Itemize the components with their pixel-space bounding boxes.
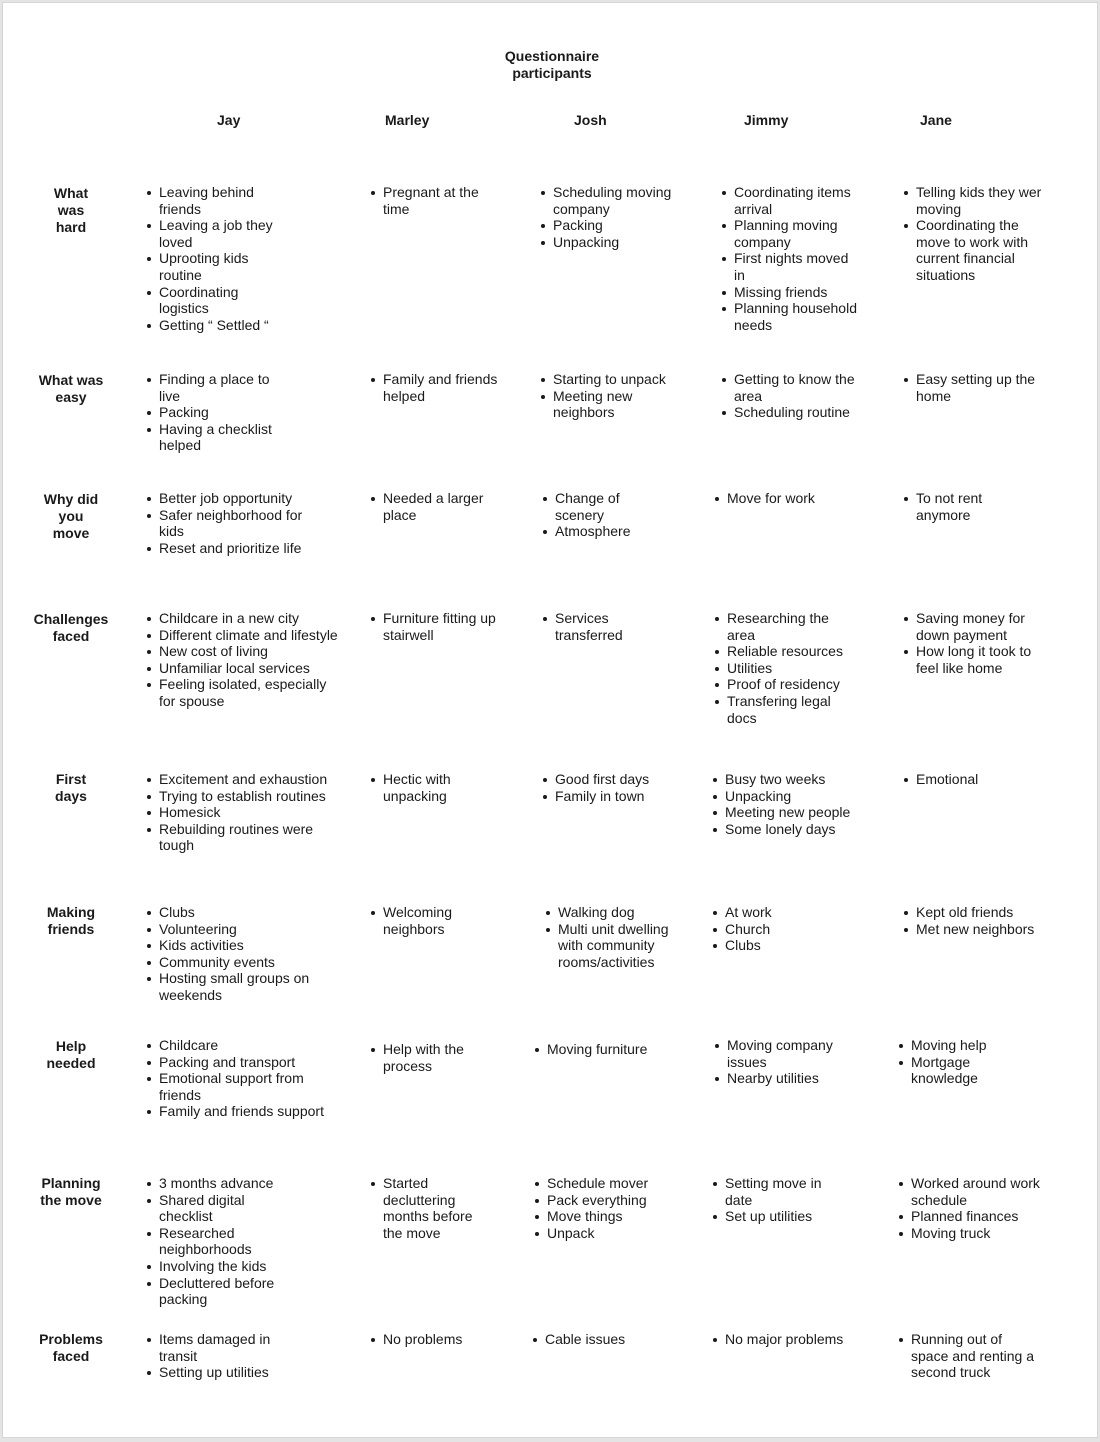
cell-challenges-faced-josh	[537, 610, 655, 643]
cell-help-needed-marley	[365, 1041, 493, 1074]
list-item: Planning moving company	[734, 217, 862, 250]
list-item: Leaving behind friends	[159, 184, 279, 217]
list-item: Coordinating items arrival	[734, 184, 862, 217]
cell-what-was-easy-jay	[141, 371, 279, 454]
list-item: Cable issues	[545, 1331, 665, 1348]
list-item: Welcoming neighbors	[383, 904, 493, 937]
cell-challenges-faced-jane	[898, 610, 1046, 676]
list-item: Moving furniture	[547, 1041, 687, 1058]
list-item: Leaving a job they loved	[159, 217, 279, 250]
list-item: Getting to know the area	[734, 371, 864, 404]
list-item: Started decluttering months before the move	[383, 1175, 493, 1241]
list-item: Safer neighborhood for kids	[159, 507, 319, 540]
list-item: Easy setting up the home	[916, 371, 1051, 404]
cell-why-did-you-move-josh	[537, 490, 655, 540]
column-header-josh: Josh	[574, 112, 607, 128]
list-item: First nights moved in	[734, 250, 862, 283]
cell-first-days-jay	[141, 771, 334, 854]
list-item: Family and friends helped	[383, 371, 513, 404]
list-item: Packing and transport	[159, 1054, 334, 1071]
list-item: Pack everything	[547, 1192, 687, 1209]
list-item: Volunteering	[159, 921, 334, 938]
list-item: Family in town	[555, 788, 685, 805]
list-item: Moving company issues	[727, 1037, 855, 1070]
list-item: Move things	[547, 1208, 687, 1225]
list-item: Setting up utilities	[159, 1364, 284, 1381]
cell-first-days-jane	[898, 771, 1036, 788]
cell-planning-the-move-josh	[529, 1175, 687, 1241]
list-item: Utilities	[727, 660, 855, 677]
list-item: New cost of living	[159, 643, 339, 660]
list-item: Good first days	[555, 771, 685, 788]
list-item: Reliable resources	[727, 643, 855, 660]
cell-making-friends-josh	[540, 904, 673, 970]
cell-challenges-faced-jay	[141, 610, 339, 710]
list-item: 3 months advance	[159, 1175, 294, 1192]
cell-why-did-you-move-jane	[898, 490, 1016, 523]
list-item: Unpacking	[553, 234, 688, 251]
row-label-planning-the-move: Planning the move	[40, 1175, 102, 1208]
list-item: Met new neighbors	[916, 921, 1066, 938]
list-item: Trying to establish routines	[159, 788, 334, 805]
cell-problems-faced-marley	[365, 1331, 493, 1348]
cell-challenges-faced-jimmy	[709, 610, 855, 726]
board-title: Questionnaire participants	[504, 48, 600, 81]
list-item: Busy two weeks	[725, 771, 855, 788]
cell-help-needed-jay	[141, 1037, 334, 1120]
row-label-help-needed: Help needed	[46, 1038, 96, 1071]
row-label-challenges-faced: Challenges faced	[33, 611, 109, 644]
list-item: Nearby utilities	[727, 1070, 855, 1087]
list-item: Rebuilding routines were tough	[159, 821, 334, 854]
cell-problems-faced-jimmy	[707, 1331, 875, 1348]
list-item: Meeting new people	[725, 804, 855, 821]
list-item: Coordinating the move to work with current financial situations	[916, 217, 1046, 283]
list-item: Mortgage knowledge	[911, 1054, 1021, 1087]
list-item: Different climate and lifestyle	[159, 626, 338, 643]
cell-planning-the-move-marley	[365, 1175, 493, 1241]
list-item: Getting “ Settled “	[159, 317, 279, 334]
row-label-making-friends: Making friends	[46, 904, 96, 937]
cell-what-was-easy-josh	[535, 371, 688, 421]
list-item: Researching the area	[727, 610, 855, 643]
list-item: Atmosphere	[555, 523, 655, 540]
list-item: Walking dog	[558, 904, 673, 921]
cell-first-days-marley	[365, 771, 493, 804]
list-item: Decluttered before packing	[159, 1275, 294, 1308]
list-item: Setting move in date	[725, 1175, 845, 1208]
cell-why-did-you-move-marley	[365, 490, 503, 523]
list-item: Schedule mover	[547, 1175, 687, 1192]
cell-making-friends-jane	[898, 904, 1066, 937]
list-item: Scheduling moving company	[553, 184, 688, 217]
list-item: Packing	[553, 217, 688, 234]
cell-challenges-faced-marley	[365, 610, 513, 643]
cell-problems-faced-josh	[527, 1331, 665, 1348]
list-item: Unpacking	[725, 788, 855, 805]
column-header-jimmy: Jimmy	[744, 112, 789, 128]
list-item: Reset and prioritize life	[159, 540, 319, 557]
list-item: At work	[725, 904, 835, 921]
cell-what-was-easy-jimmy	[716, 371, 864, 421]
cell-first-days-jimmy	[707, 771, 855, 837]
list-item: Worked around work schedule	[911, 1175, 1040, 1208]
list-item: Church	[725, 921, 835, 938]
list-item: Change of scenery	[555, 490, 655, 523]
cell-planning-the-move-jane	[893, 1175, 1041, 1241]
list-item: Family and friends support	[159, 1103, 334, 1120]
list-item: Moving truck	[911, 1225, 1041, 1242]
cell-planning-the-move-jimmy	[707, 1175, 845, 1225]
list-item: Meeting new neighbors	[553, 388, 688, 421]
cell-making-friends-jimmy	[707, 904, 835, 954]
list-item: Packing	[159, 404, 279, 421]
cell-what-was-hard-josh	[535, 184, 688, 250]
cell-help-needed-jane	[893, 1037, 1021, 1087]
list-item: Planned finances	[911, 1208, 1041, 1225]
row-label-what-was-hard: What was hard	[53, 185, 89, 235]
cell-why-did-you-move-jay	[141, 490, 319, 556]
cell-problems-faced-jay	[141, 1331, 284, 1381]
list-item: Move for work	[727, 490, 857, 507]
row-label-first-days: First days	[55, 771, 87, 804]
row-label-problems-faced: Problems faced	[39, 1331, 103, 1364]
list-item: Feeling isolated, especially for spouse	[159, 676, 339, 709]
cell-what-was-easy-jane	[898, 371, 1051, 404]
list-item: Emotional	[916, 771, 1036, 788]
list-item: Better job opportunity	[159, 490, 319, 507]
list-item: Starting to unpack	[553, 371, 688, 388]
list-item: Items damaged in transit	[159, 1331, 284, 1364]
list-item: Having a checklist helped	[159, 421, 279, 454]
cell-making-friends-marley	[365, 904, 493, 937]
list-item: How long it took to feel like home	[916, 643, 1046, 676]
list-item: Help with the process	[383, 1041, 493, 1074]
column-header-jane: Jane	[920, 112, 952, 128]
list-item: Clubs	[725, 937, 835, 954]
list-item: Hectic with unpacking	[383, 771, 493, 804]
list-item: Homesick	[159, 804, 334, 821]
list-item: Involving the kids	[159, 1258, 294, 1275]
list-item: Needed a larger place	[383, 490, 503, 523]
list-item: Transfering legal docs	[727, 693, 855, 726]
column-header-marley: Marley	[385, 112, 430, 128]
row-label-why-did-you-move: Why did you move	[43, 491, 99, 541]
cell-what-was-hard-jane	[898, 184, 1046, 284]
list-item: Saving money for down payment	[916, 610, 1046, 643]
cell-planning-the-move-jay	[141, 1175, 294, 1308]
list-item: Running out of space and renting a second truck	[911, 1331, 1041, 1381]
list-item: Uprooting kids routine	[159, 250, 279, 283]
cell-help-needed-josh	[529, 1041, 687, 1058]
list-item: Planning household needs	[734, 300, 862, 333]
list-item: Multi unit dwelling with community rooms/activities	[558, 921, 673, 971]
research-board	[2, 2, 1098, 1438]
list-item: Coordinating logistics	[159, 284, 279, 317]
list-item: Services transferred	[555, 610, 655, 643]
cell-why-did-you-move-jimmy	[709, 490, 857, 507]
list-item: Hosting small groups on weekends	[159, 970, 334, 1003]
list-item: Kept old friends	[916, 904, 1066, 921]
cell-problems-faced-jane	[893, 1331, 1041, 1381]
list-item: Telling kids they wer moving	[916, 184, 1046, 217]
cell-what-was-hard-jay	[141, 184, 279, 333]
list-item: Childcare	[159, 1037, 334, 1054]
list-item: To not rent anymore	[916, 490, 1016, 523]
cell-help-needed-jimmy	[709, 1037, 855, 1087]
list-item: No problems	[383, 1331, 493, 1348]
list-item: No major problems	[725, 1331, 875, 1348]
list-item: Finding a place to live	[159, 371, 279, 404]
row-label-what-was-easy: What was easy	[38, 372, 104, 405]
cell-making-friends-jay	[141, 904, 334, 1004]
list-item: Childcare in a new city	[159, 610, 339, 627]
list-item: Clubs	[159, 904, 334, 921]
list-item: Moving help	[911, 1037, 1021, 1054]
list-item: Unfamiliar local services	[159, 660, 339, 677]
list-item: Unpack	[547, 1225, 687, 1242]
column-header-jay: Jay	[217, 112, 241, 128]
list-item: Community events	[159, 954, 334, 971]
cell-first-days-josh	[537, 771, 685, 804]
list-item: Scheduling routine	[734, 404, 864, 421]
cell-what-was-hard-marley	[365, 184, 503, 217]
list-item: Kids activities	[159, 937, 334, 954]
cell-what-was-easy-marley	[365, 371, 513, 404]
list-item: Furniture fitting up stairwell	[383, 610, 513, 643]
list-item: Some lonely days	[725, 821, 855, 838]
list-item: Pregnant at the time	[383, 184, 503, 217]
list-item: Shared digital checklist	[159, 1192, 294, 1225]
list-item: Researched neighborhoods	[159, 1225, 294, 1258]
list-item: Emotional support from friends	[159, 1070, 334, 1103]
list-item: Proof of residency	[727, 676, 855, 693]
cell-what-was-hard-jimmy	[716, 184, 862, 333]
list-item: Missing friends	[734, 284, 862, 301]
list-item: Set up utilities	[725, 1208, 845, 1225]
list-item: Excitement and exhaustion	[159, 771, 334, 788]
